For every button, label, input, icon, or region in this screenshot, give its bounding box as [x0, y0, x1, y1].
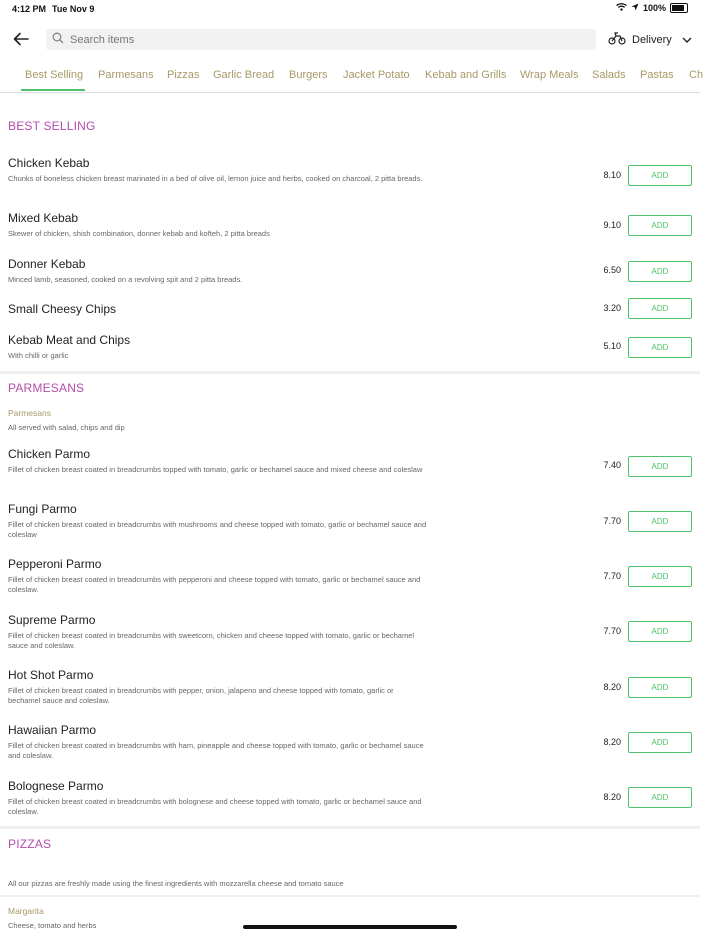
- search-icon: [52, 32, 64, 47]
- item-name: Donner Kebab: [8, 257, 86, 271]
- status-bar: [0, 0, 700, 18]
- item-name: Small Cheesy Chips: [8, 302, 117, 316]
- location-icon: [631, 3, 639, 13]
- battery-icon: [670, 3, 688, 13]
- delivery-label: Delivery: [632, 33, 672, 46]
- add-button[interactable]: ADD: [628, 165, 692, 186]
- item-price: 7.70: [603, 626, 621, 636]
- item-price: 7.40: [603, 460, 621, 470]
- section-title-parmesans: PARMESANS: [8, 381, 85, 395]
- item-name: Pepperoni Parmo: [8, 557, 102, 571]
- add-button[interactable]: ADD: [628, 337, 692, 358]
- item-description: Minced lamb, seasoned, cooked on a revolving spit and 2 pitta breads.: [8, 275, 243, 284]
- category-tabs: [0, 62, 703, 93]
- add-button[interactable]: ADD: [628, 566, 692, 587]
- tab-best-selling[interactable]: Best Selling: [25, 69, 84, 81]
- delivery-selector[interactable]: [608, 31, 692, 48]
- tab-jacket-potato[interactable]: Jacket Potato: [343, 69, 410, 81]
- subcategory-description: Cheese, tomato and herbs: [8, 921, 97, 930]
- item-price: 8.20: [603, 682, 621, 692]
- add-button[interactable]: ADD: [628, 621, 692, 642]
- search-input[interactable]: [68, 33, 592, 47]
- item-price: 5.10: [603, 341, 621, 351]
- battery-percent: 100%: [642, 3, 666, 13]
- item-description: Fillet of chicken breast coated in breadcrumbs with mushrooms and cheese topped with tomato, garlic or bechamel sauce and coleslaw: [8, 520, 427, 539]
- add-button[interactable]: ADD: [628, 787, 692, 808]
- item-name: Hot Shot Parmo: [8, 668, 94, 682]
- tab-burgers[interactable]: Burgers: [289, 69, 328, 81]
- tab-kebab-and-grills[interactable]: Kebab and Grills: [425, 69, 507, 81]
- section-description: All our pizzas are freshly made using the finest ingredients with mozzarella cheese and tomato sauce: [8, 879, 344, 888]
- item-description: Fillet of chicken breast coated in breadcrumbs with bolognese and cheese topped with tomato, garlic or bechamel sauce and coleslaw.: [8, 797, 422, 816]
- item-name: Fungi Parmo: [8, 502, 77, 516]
- wifi-icon: [616, 3, 627, 13]
- add-button[interactable]: ADD: [628, 677, 692, 698]
- section-divider: [0, 826, 700, 829]
- item-description: Skewer of chicken, shish combination, donner kebab and kofteh, 2 pitta breads: [8, 229, 270, 238]
- add-button[interactable]: ADD: [628, 215, 692, 236]
- item-price: 9.10: [603, 220, 621, 230]
- item-price: 7.70: [603, 571, 621, 581]
- back-arrow-icon[interactable]: [10, 28, 32, 50]
- tab-pastas[interactable]: Pastas: [640, 69, 674, 81]
- scooter-icon: [608, 31, 626, 48]
- tab-garlic-bread[interactable]: Garlic Bread: [213, 69, 275, 81]
- active-tab-indicator: [21, 89, 85, 91]
- item-description: Fillet of chicken breast coated in breadcrumbs with pepperoni and cheese topped with tomato, garlic or bechamel sauce and coleslaw.: [8, 575, 421, 594]
- item-name: Supreme Parmo: [8, 613, 96, 627]
- add-button[interactable]: ADD: [628, 298, 692, 319]
- item-description: Fillet of chicken breast coated in breadcrumbs with pepper, onion, jalapeno and cheese topped with tomato, garlic or bechamel sauce and coleslaw.: [8, 686, 394, 705]
- add-button[interactable]: ADD: [628, 261, 692, 282]
- subcategory-description: All served with salad, chips and dip: [8, 423, 125, 432]
- status-date: Tue Nov 9: [52, 4, 95, 14]
- item-name: Chicken Kebab: [8, 156, 90, 170]
- item-name: Hawaiian Parmo: [8, 723, 97, 737]
- add-button[interactable]: ADD: [628, 456, 692, 477]
- search-bar[interactable]: [46, 29, 596, 50]
- item-name: Mixed Kebab: [8, 211, 79, 225]
- home-indicator[interactable]: [243, 925, 457, 929]
- section-divider: [0, 371, 700, 374]
- add-button[interactable]: ADD: [628, 511, 692, 532]
- tab-parmesans[interactable]: Parmesans: [98, 69, 154, 81]
- item-description: Chunks of boneless chicken breast marinated in a bed of olive oil, lemon juice and herbs, cooked on charcoal, 2 pitta breads.: [8, 174, 423, 183]
- status-time: 4:12 PM: [12, 4, 47, 14]
- tab-ch[interactable]: Ch: [689, 69, 703, 81]
- chevron-down-icon: [682, 34, 692, 46]
- item-description: Fillet of chicken breast coated in breadcrumbs with sweetcorn, chicken and cheese topped with tomato, garlic or bechamel sauce and coleslaw.: [8, 631, 415, 650]
- tab-salads[interactable]: Salads: [592, 69, 626, 81]
- item-price: 6.50: [603, 265, 621, 275]
- add-button[interactable]: ADD: [628, 732, 692, 753]
- section-title-pizzas: PIZZAS: [8, 837, 52, 851]
- item-name: Bolognese Parmo: [8, 779, 104, 793]
- section-title-best-selling: BEST SELLING: [8, 119, 96, 133]
- item-price: 8.10: [603, 170, 621, 180]
- item-price: 8.20: [603, 792, 621, 802]
- subcategory-title: Parmesans: [8, 408, 51, 418]
- item-name: Kebab Meat and Chips: [8, 333, 131, 347]
- item-price: 7.70: [603, 516, 621, 526]
- section-divider: [0, 895, 700, 897]
- item-description: Fillet of chicken breast coated in breadcrumbs topped with tomato, garlic or bechamel sauce and mixed cheese and coleslaw: [8, 465, 423, 474]
- item-price: 8.20: [603, 737, 621, 747]
- tab-pizzas[interactable]: Pizzas: [167, 69, 200, 81]
- tab-wrap-meals[interactable]: Wrap Meals: [520, 69, 579, 81]
- item-price: 3.20: [603, 303, 621, 313]
- status-right: [616, 3, 688, 13]
- top-bar: [0, 28, 700, 52]
- item-description: With chilli or garlic: [8, 351, 69, 360]
- item-description: Fillet of chicken breast coated in breadcrumbs with ham, pineapple and cheese topped with tomato, garlic or bechamel sauce and coleslaw.: [8, 741, 424, 760]
- item-name: Chicken Parmo: [8, 447, 91, 461]
- subcategory-title: Margarita: [8, 906, 44, 916]
